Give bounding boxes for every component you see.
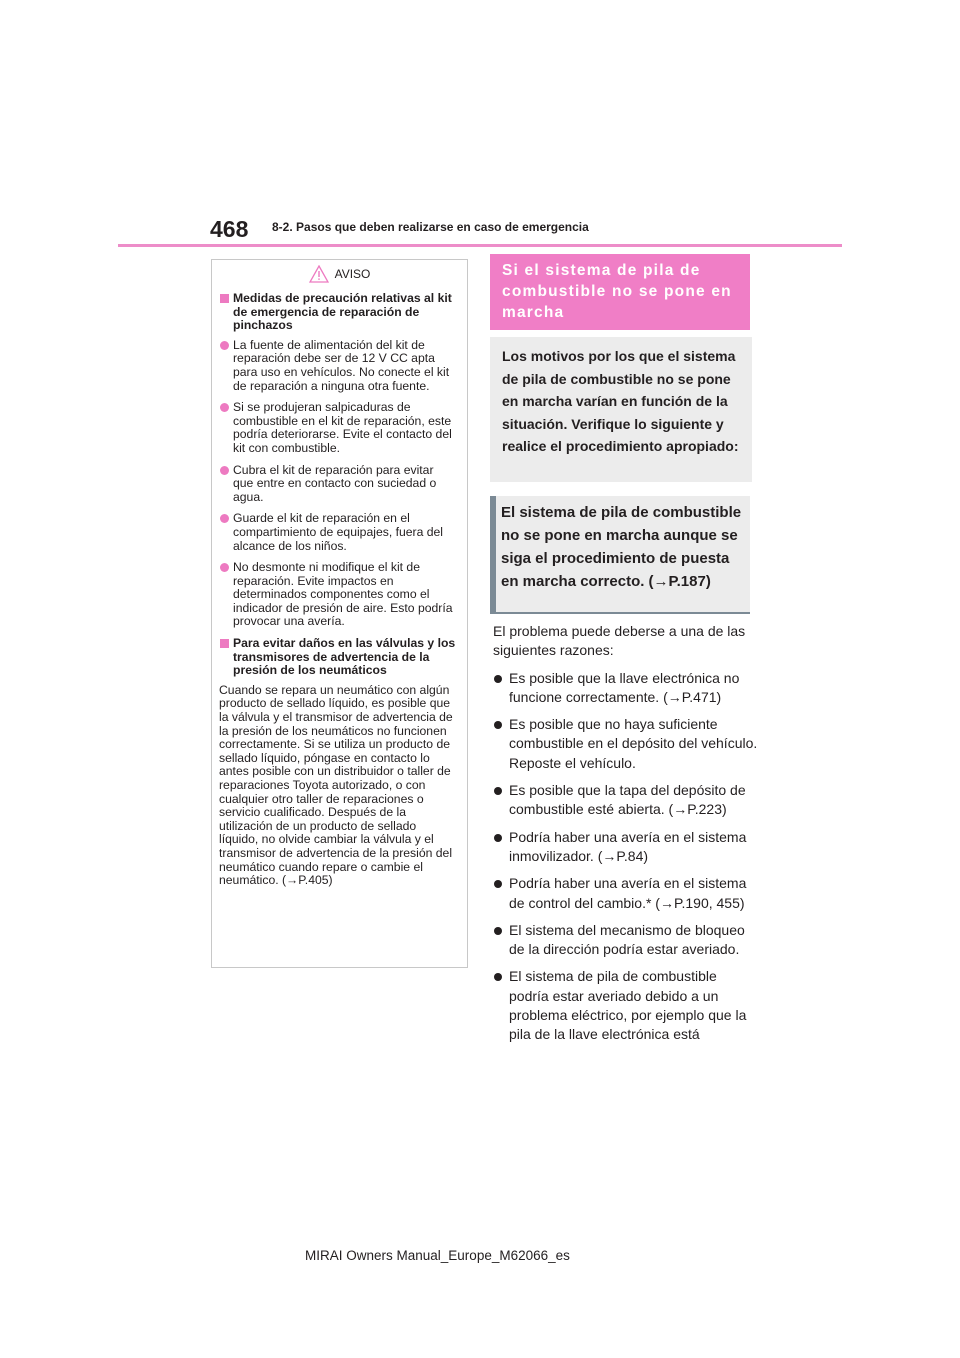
topic-title: Si el sistema de pila de combustible no se pone en marcha [490, 254, 750, 330]
list-item: Podría haber una avería en el sistema inmovilizador. (→P.84) [493, 828, 758, 867]
warning-box [211, 259, 468, 968]
warning-title: AVISO [334, 267, 371, 281]
footer-text: MIRAI Owners Manual_Europe_M62066_es [305, 1248, 570, 1263]
page-number: 468 [210, 216, 249, 242]
list-item: El sistema del mecanismo de bloqueo de la dirección podría estar averiado. [493, 921, 758, 960]
warning-heading: Para evitar daños en las válvulas y los transmisores de advertencia de la presión de los neumáticos [219, 637, 457, 678]
list-item: El sistema de pila de combustible podría estar averiado debido a un problema eléctrico, por ejemplo que la pila de la llave electrónica está [493, 967, 758, 1044]
list-item: Es posible que la tapa del depósito de combustible esté abierta. (→P.223) [493, 781, 758, 820]
list-item: Es posible que no haya suficiente combustible en el depósito del vehículo. Reposte el vehículo. [493, 715, 758, 773]
warning-heading: Medidas de precaución relativas al kit de emergencia de reparación de pinchazos [219, 292, 457, 333]
lead-paragraph: El problema puede deberse a una de las siguientes razones: [493, 623, 746, 659]
warning-item: La fuente de alimentación del kit de reparación debe ser de 12 V CC apta para uso en vehículos. No conecte el kit de reparación a ninguna otra fuente. [219, 339, 457, 393]
list-item: Es posible que la llave electrónica no funcione correctamente. (→P.471) [493, 669, 758, 708]
header-divider [118, 244, 842, 247]
warning-header [212, 260, 467, 288]
warning-body [212, 288, 467, 888]
warning-item: No desmonte ni modifique el kit de reparación. Evite impactos en determinados componentes como el indicador de presión de aire. Esto podría provocar una avería. [219, 561, 457, 629]
warning-item: Si se produjeran salpicaduras de combustible en el kit de reparación, este podría deteriorarse. Evite el contacto del kit con combustible. [219, 401, 457, 455]
warning-paragraph: Cuando se repara un neumático con algún producto de sellado líquido, es posible que la válvula y el transmisor de advertencia de la presión de los neumáticos no funcionen correctamente. Si se utiliza un producto de sellado líquido, póngase en contacto lo antes posible con un distribuidor o taller de reparaciones Toyota autorizado, o con cualquier otro taller de reparaciones o servicio cualificado. Después de la utilización de un producto de sellado líquido, no olvide cambiar la válvula y el transmisor de advertencia de la presión del neumático cuando repare o cambie el neumático. (→P.405) [219, 682, 453, 888]
list-item: Podría haber una avería en el sistema de control del cambio.* (→P.190, 455) [493, 874, 758, 913]
subheading-box: El sistema de pila de combustible no se pone en marcha aunque se siga el procedimiento de puesta en marcha correcto. (→P.187) [490, 496, 750, 614]
intro-box: Los motivos por los que el sistema de pila de combustible no se pone en marcha varían en función de la situación. Verifique lo siguiente y realice el procedimiento apropiado: [490, 337, 752, 482]
warning-item: Cubra el kit de reparación para evitar que entre en contacto con suciedad o agua. [219, 464, 457, 505]
warning-item: Guarde el kit de reparación en el compartimiento de equipajes, fuera del alcance de los niños. [219, 512, 457, 553]
section-title: 8-2. Pasos que deben realizarse en caso de emergencia [272, 220, 589, 234]
warning-triangle-icon [309, 265, 329, 283]
main-text [493, 622, 758, 1053]
